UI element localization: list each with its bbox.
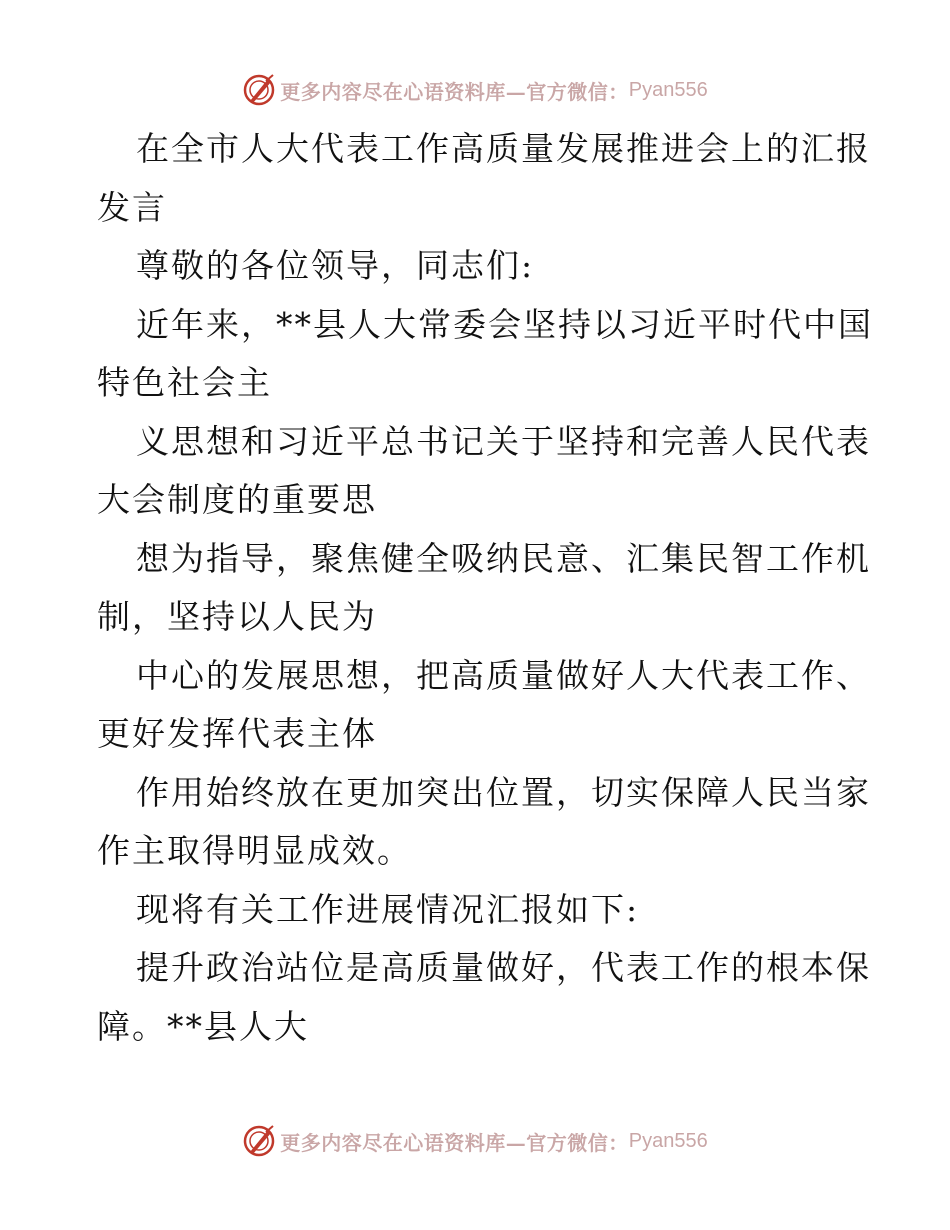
paragraph-line: 作用始终放在更加突出位置，切实保障人民当家 bbox=[136, 772, 871, 812]
paragraph-line: 想为指导，聚焦健全吸纳民意、汇集民智工作机 bbox=[136, 538, 871, 578]
paragraph-line: 现将有关工作进展情况汇报如下: bbox=[136, 889, 640, 929]
paragraph-line: 提升政治站位是高质量做好，代表工作的根本保 bbox=[136, 948, 871, 987]
banner-text: 更多内容尽在心语资料库—官方微信： bbox=[280, 79, 629, 104]
title-line: 发言 bbox=[97, 187, 167, 227]
quill-logo-icon bbox=[242, 1124, 276, 1158]
header-banner bbox=[0, 70, 950, 110]
salutation: 尊敬的各位领导，同志们: bbox=[136, 246, 535, 285]
paragraph-line: 更好发挥代表主体 bbox=[97, 714, 377, 753]
paragraph-line: 近年来，**县人大常委会坚持以习近平时代中国 bbox=[136, 304, 873, 344]
paragraph-line: 中心的发展思想，把高质量做好人大代表工作、 bbox=[136, 655, 871, 695]
paragraph-line: 义思想和习近平总书记关于坚持和完善人民代表 bbox=[136, 421, 871, 461]
paragraph-line: 特色社会主 bbox=[97, 363, 272, 402]
paragraph-line: 障。**县人大 bbox=[97, 1006, 309, 1046]
footer-banner bbox=[0, 1121, 950, 1161]
banner-text: 更多内容尽在心语资料库—官方微信： bbox=[280, 1130, 629, 1155]
paragraph-line: 大会制度的重要思 bbox=[97, 480, 377, 519]
quill-logo-icon bbox=[242, 73, 276, 107]
document-body bbox=[97, 120, 873, 1056]
wechat-id: Pyan556 bbox=[628, 1129, 708, 1152]
paragraph-line: 作主取得明显成效。 bbox=[97, 831, 412, 870]
title-line: 在全市人大代表工作高质量发展推进会上的汇报 bbox=[136, 129, 871, 168]
paragraph-line: 制，坚持以人民为 bbox=[97, 597, 377, 636]
wechat-id: Pyan556 bbox=[628, 78, 708, 101]
